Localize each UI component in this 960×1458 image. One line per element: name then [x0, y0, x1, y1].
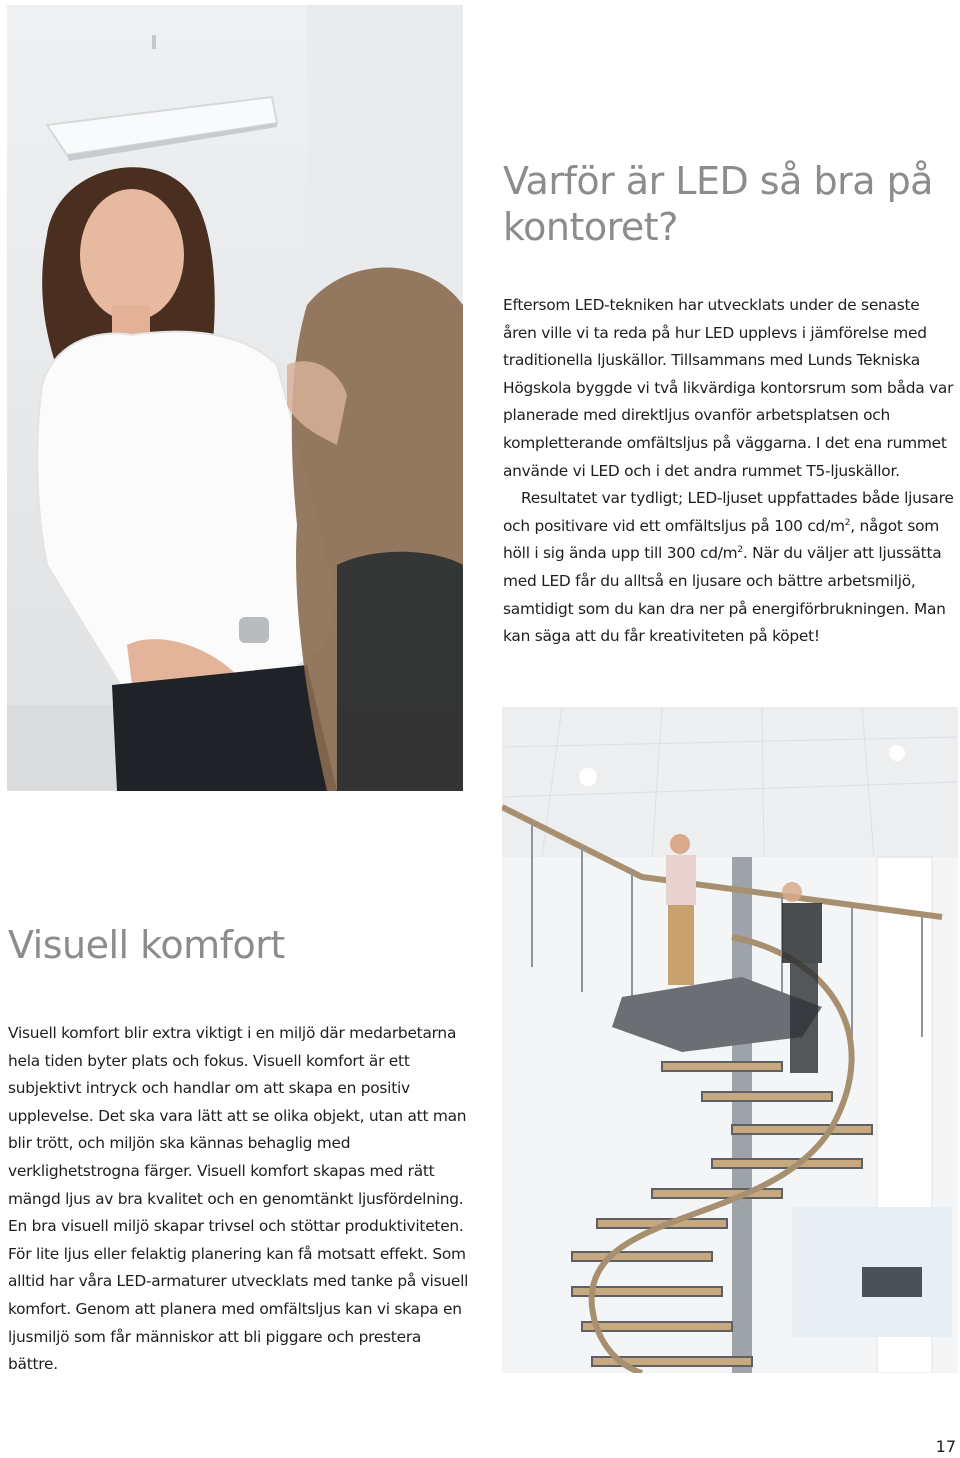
staircase-illustration [502, 707, 958, 1373]
page-number: 17 [935, 1437, 956, 1456]
section-title-led: Varför är LED så bra på kontoret? [503, 159, 933, 249]
paragraph-led-1: Eftersom LED-tekniken har utvecklats under de senaste åren ville vi ta reda på hur LED upplevs i jämförelse med traditionella ljuskällor. Tillsammans med Lunds Tekniska Högskola byggde vi två likvärdiga kontorsrum som båda var planerade med direktljus ovanför arbetsplatsen och kompletterande omfältsljus på väggarna. I det ena rummet använde vi LED och i det andra rummet T5-ljuskällor. [503, 296, 954, 480]
section-body-visual-comfort [8, 1020, 470, 1379]
paragraph-led-2-part-b: , något som höll i sig ända upp till 300 cd/m [503, 516, 940, 563]
photo-spiral-staircase [502, 707, 958, 1373]
paragraph-visual-comfort: Visuell komfort blir extra viktigt i en miljö där medarbetarna hela tiden byter plats och fokus. Visuell komfort är ett subjektivt intryck och handlar om att skapa en positiv upplevelse. Det ska vara lätt att se olika objekt, utan att man blir trött, och miljön ska kännas behaglig med verklighetstrogna färger. Visuell komfort skapas med rätt mängd ljus av bra kvalitet och en genomtänkt ljusfördelning. En bra visuell miljö skapar trivsel och stöttar produktiviteten. För lite ljus eller felaktig planering kan få motsatt effekt. Som alltid har våra LED-armaturer utvecklats med tanke på visuell komfort. Genom att planera med omfältsljus kan vi skapa en ljusmiljö som får människor att bli piggare och prestera bättre. [8, 1024, 469, 1374]
superscript-2: 2 [737, 545, 743, 556]
section-title-visual-comfort: Visuell komfort [8, 923, 285, 967]
paragraph-led-2 [503, 485, 955, 651]
paragraph-led-2-part-a: Resultatet var tydligt; LED-ljuset uppfattades både ljusare och positivare vid ett omfältsljus på 100 cd/m [503, 489, 954, 535]
superscript-1: 2 [844, 517, 851, 528]
photo-woman-office [7, 5, 463, 791]
paragraph-led-2-part-c: . När du väljer att ljussätta med LED får du alltså en ljusare och bättre arbetsmiljö, samtidigt som du kan dra ner på energiförbrukningen. Man kan säga att du får kreativiteten på köpet! [503, 544, 946, 646]
office-illustration [7, 5, 463, 791]
section-body-led [503, 292, 955, 651]
